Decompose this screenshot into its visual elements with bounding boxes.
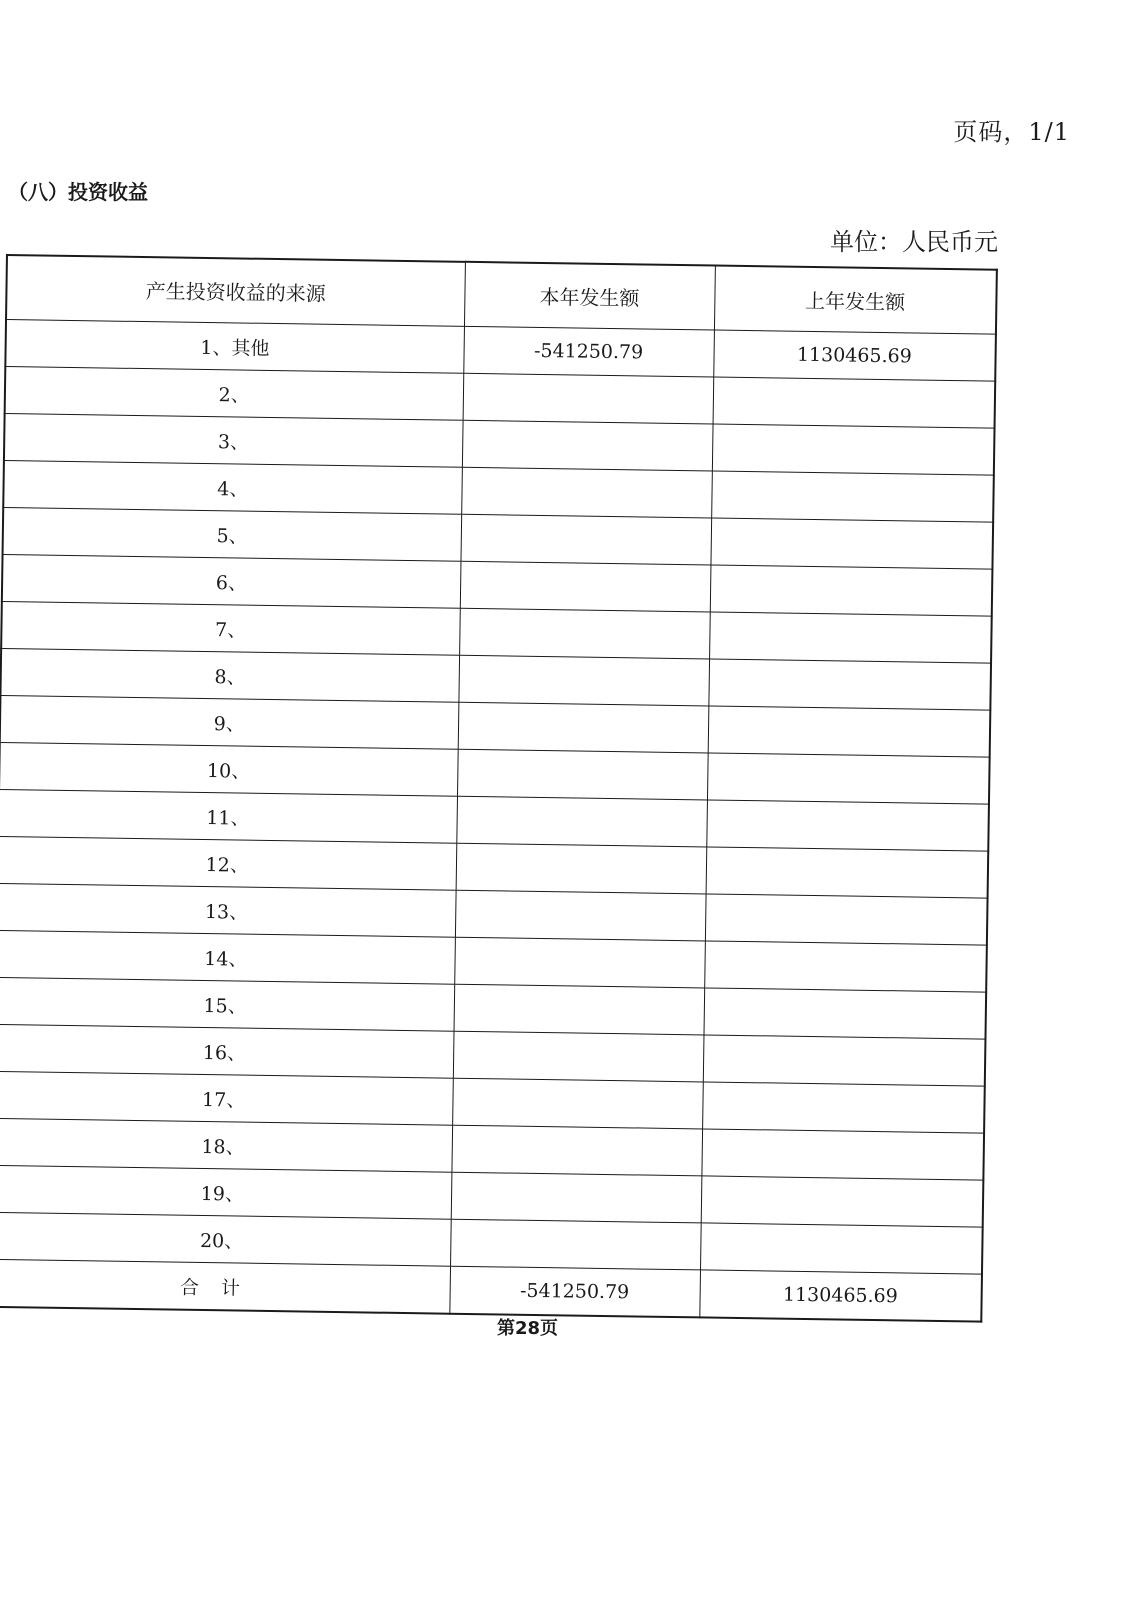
- cell-source: 11、: [0, 789, 457, 843]
- cell-current-year: [454, 937, 705, 988]
- cell-current-year: [451, 1125, 702, 1176]
- cell-source: 12、: [0, 836, 456, 890]
- total-current-year: -541250.79: [449, 1266, 700, 1317]
- cell-previous-year: 1130465.69: [713, 330, 996, 381]
- cell-source: 5、: [3, 507, 462, 561]
- cell-previous-year: [700, 1223, 983, 1274]
- cell-source: 18、: [0, 1118, 452, 1172]
- page-number: 页码，1/1: [953, 118, 1070, 146]
- table-body: [0, 320, 996, 1275]
- cell-current-year: [451, 1172, 702, 1223]
- cell-current-year: [455, 890, 706, 941]
- cell-source: 17、: [0, 1071, 453, 1125]
- cell-current-year: [460, 514, 711, 565]
- cell-previous-year: [713, 377, 996, 428]
- header-current-year: 本年发生额: [464, 262, 715, 330]
- total-previous-year: 1130465.69: [699, 1270, 982, 1322]
- cell-source: 10、: [0, 742, 458, 796]
- cell-previous-year: [703, 1035, 986, 1086]
- cell-current-year: [457, 749, 708, 800]
- cell-source: 20、: [0, 1212, 451, 1266]
- cell-source: 16、: [0, 1024, 454, 1078]
- cell-source: 8、: [0, 648, 459, 702]
- page-footer: 第28页: [496, 1318, 559, 1339]
- cell-previous-year: [710, 565, 993, 616]
- cell-previous-year: [701, 1176, 984, 1227]
- cell-previous-year: [711, 471, 994, 522]
- cell-current-year: [450, 1219, 701, 1270]
- header-source: 产生投资收益的来源: [6, 255, 465, 326]
- cell-current-year: [462, 420, 713, 471]
- cell-source: 3、: [4, 413, 463, 467]
- cell-source: 9、: [0, 695, 458, 749]
- cell-previous-year: [707, 753, 990, 804]
- header-previous-year: 上年发生额: [714, 266, 997, 335]
- cell-previous-year: [709, 612, 992, 663]
- cell-current-year: [452, 1078, 703, 1129]
- cell-previous-year: [706, 847, 989, 898]
- cell-source: 13、: [0, 883, 456, 937]
- cell-current-year: -541250.79: [463, 326, 714, 377]
- cell-current-year: [461, 467, 712, 518]
- cell-previous-year: [703, 988, 986, 1039]
- investment-income-table-wrapper: [0, 254, 996, 1323]
- cell-source: 4、: [3, 460, 462, 514]
- cell-previous-year: [701, 1129, 984, 1180]
- cell-current-year: [456, 796, 707, 847]
- cell-previous-year: [708, 706, 991, 757]
- cell-previous-year: [704, 941, 987, 992]
- cell-current-year: [460, 561, 711, 612]
- cell-current-year: [458, 655, 709, 706]
- cell-source: 6、: [2, 554, 461, 608]
- cell-previous-year: [708, 659, 991, 710]
- cell-source: 2、: [5, 367, 464, 421]
- cell-source: 1、其他: [5, 320, 464, 374]
- cell-current-year: [459, 608, 710, 659]
- cell-source: 14、: [0, 930, 455, 984]
- cell-current-year: [458, 702, 709, 753]
- currency-unit: 单位：人民币元: [830, 228, 998, 256]
- cell-source: 19、: [0, 1165, 451, 1219]
- cell-previous-year: [702, 1082, 985, 1133]
- cell-previous-year: [705, 894, 988, 945]
- section-title: （八）投资收益: [8, 180, 148, 204]
- cell-current-year: [453, 1031, 704, 1082]
- cell-current-year: [454, 984, 705, 1035]
- investment-income-table: [0, 254, 998, 1323]
- cell-source: 15、: [0, 977, 454, 1031]
- cell-previous-year: [710, 518, 993, 569]
- cell-current-year: [456, 843, 707, 894]
- cell-previous-year: [712, 424, 995, 475]
- cell-previous-year: [706, 800, 989, 851]
- cell-current-year: [463, 373, 714, 424]
- total-label: 合计: [0, 1259, 450, 1313]
- cell-source: 7、: [1, 601, 460, 655]
